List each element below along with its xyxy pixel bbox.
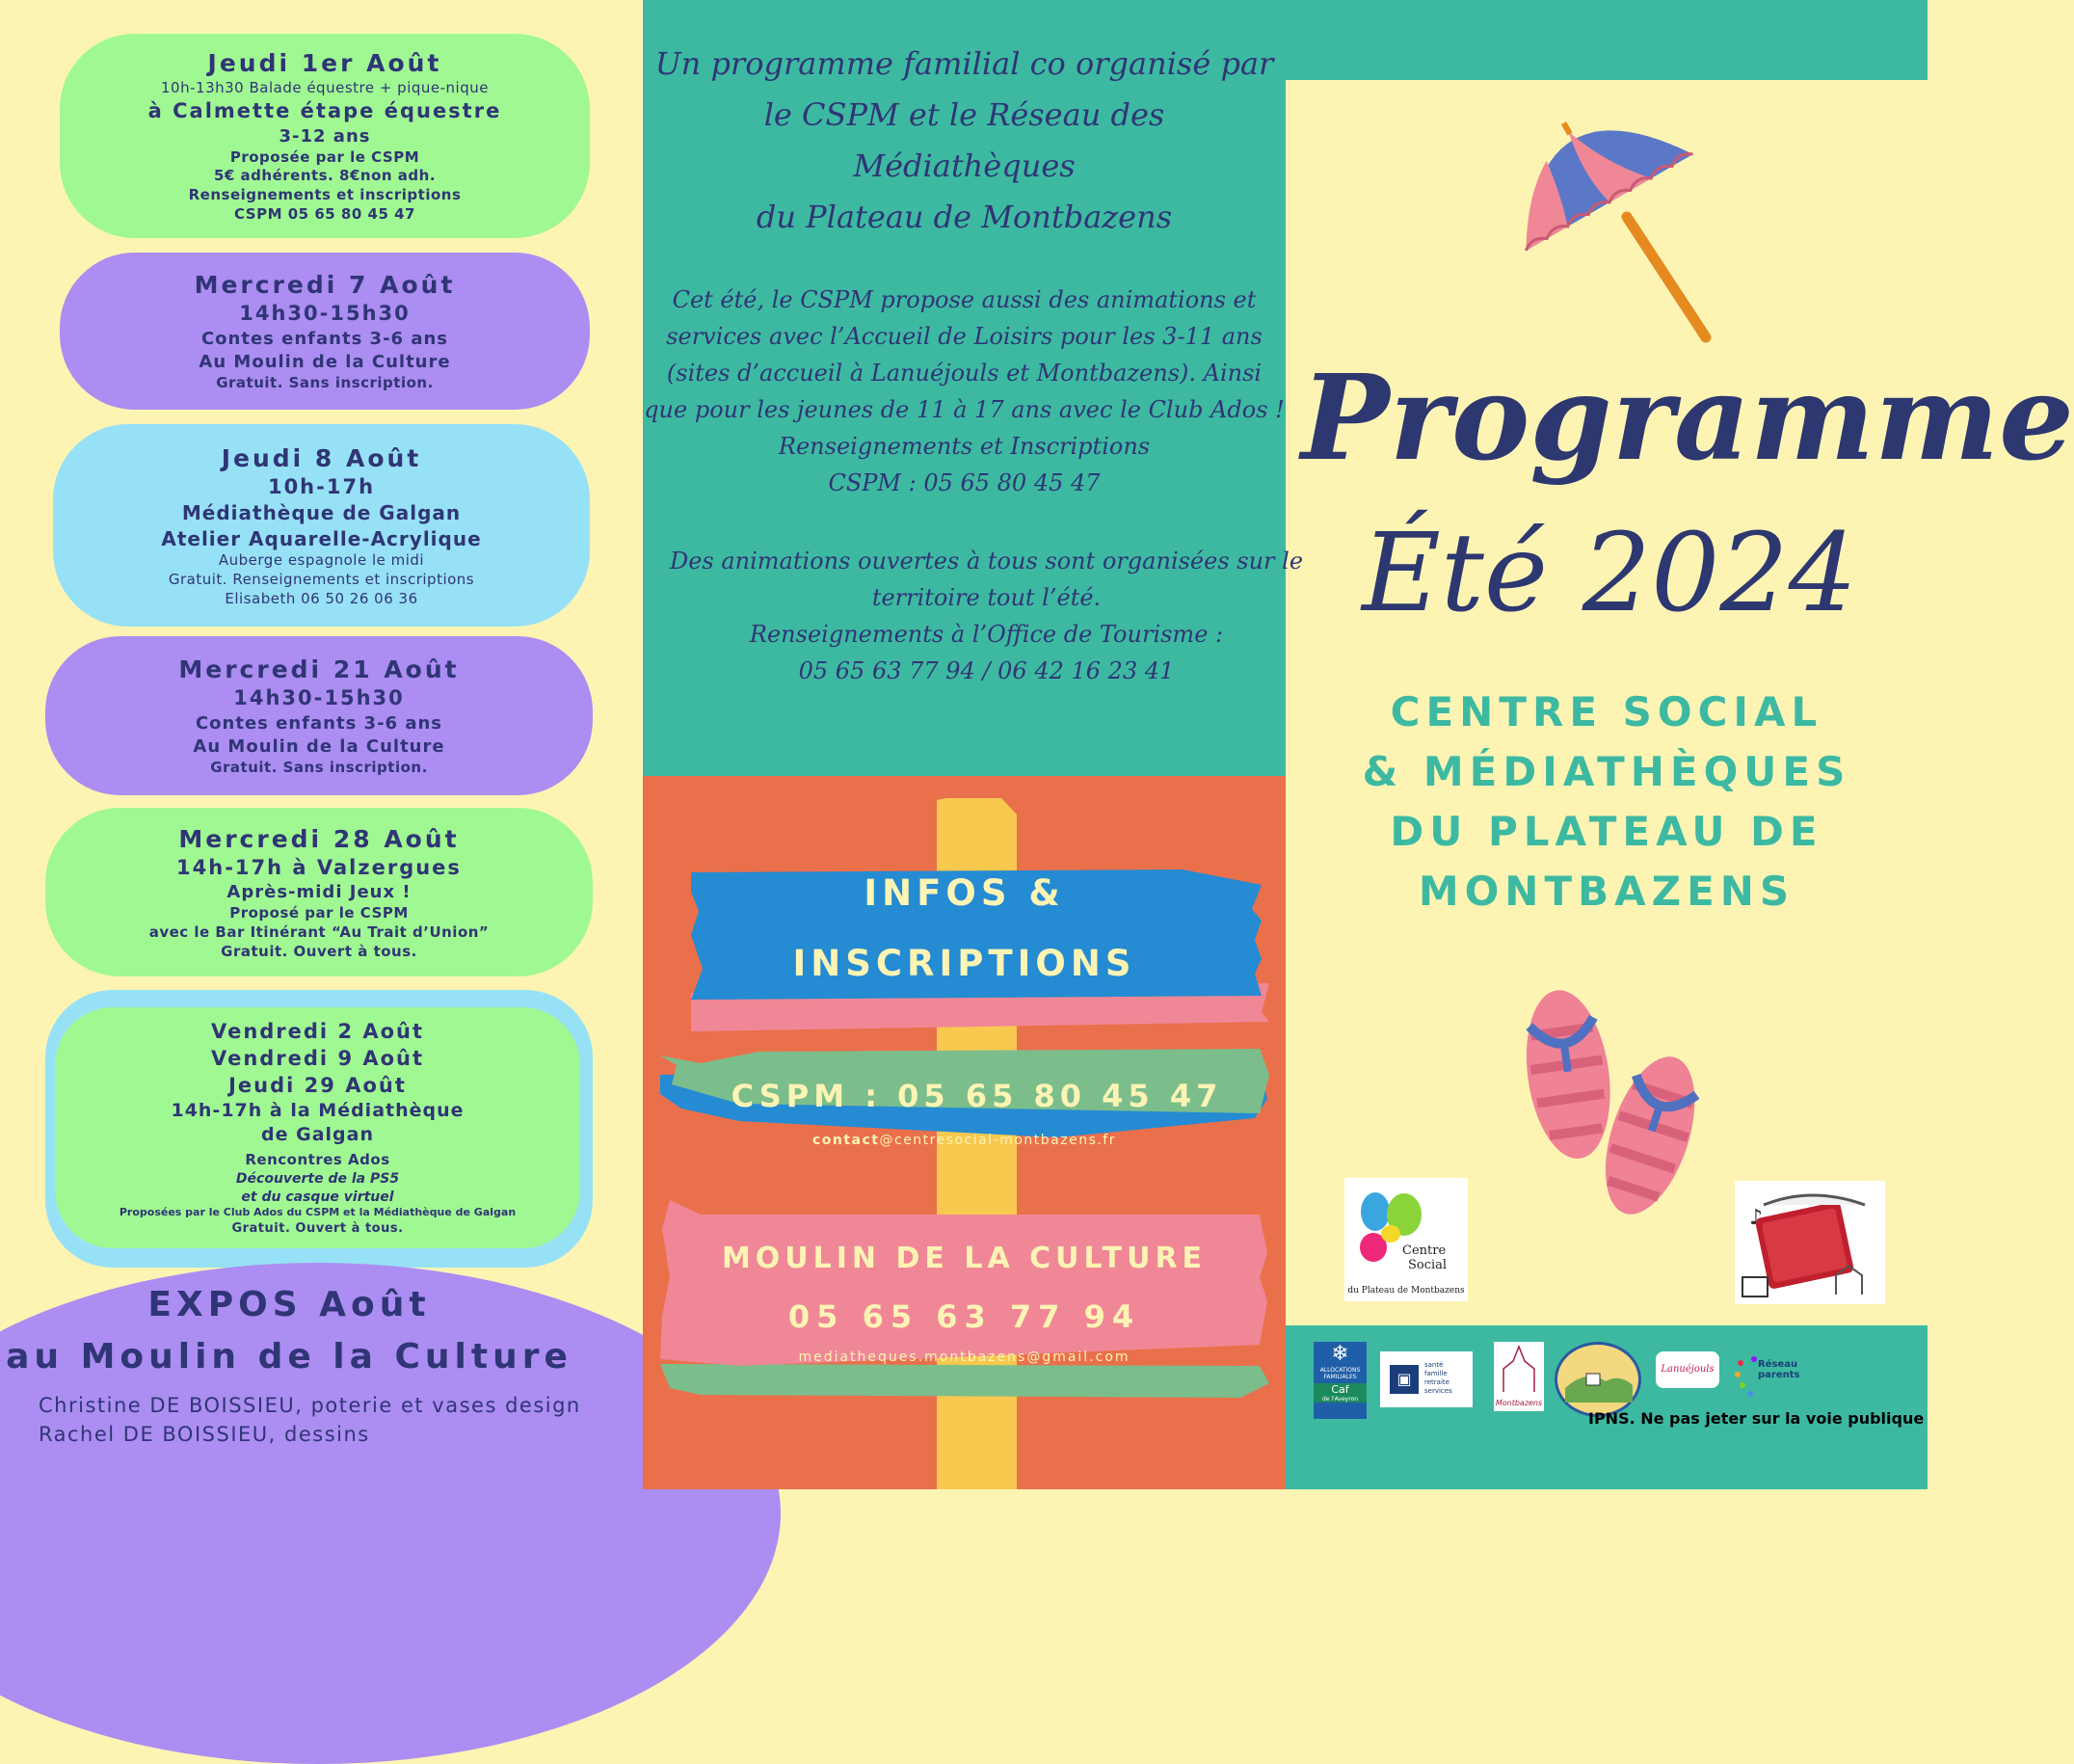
- event-time: 14h30-15h30: [239, 302, 411, 326]
- intro-line: Cet été, le CSPM propose aussi des animations et: [672, 286, 1257, 313]
- intro-line: services avec l’Accueil de Loisirs pour les 3-11 ans: [666, 323, 1263, 350]
- event-place: 14h-17h à la Médiathèque: [171, 1100, 465, 1122]
- sign-cspm-phone: CSPM : 05 65 80 45 47: [731, 1078, 1223, 1114]
- logo-text: Lanuéjouls: [1661, 1364, 1715, 1375]
- umbrella-icon: [1503, 116, 1735, 352]
- event-card-ados: [55, 1007, 580, 1248]
- event-date: Jeudi 29 Août: [228, 1073, 407, 1097]
- event-info: Renseignements et inscriptions: [188, 186, 462, 204]
- event-place: à Calmette étape équestre: [147, 99, 502, 123]
- intro-line: que pour les jeunes de 11 à 17 ans avec le Club Ados !: [644, 396, 1285, 423]
- caf-logo: [1314, 1342, 1367, 1419]
- logo-text: ALLOCATIONS: [1319, 1367, 1361, 1374]
- event-place: 14h-17h à Valzergues: [176, 855, 462, 879]
- event-title: Contes enfants 3-6 ans: [195, 713, 443, 735]
- event-phone: CSPM 05 65 80 45 47: [234, 204, 415, 223]
- mediatheque-logo: [1735, 1181, 1885, 1304]
- logo-text: Centre: [1402, 1243, 1447, 1258]
- event-phone: Elisabeth 06 50 26 06 36: [225, 589, 418, 607]
- intro-heading-line: Médiathèques: [853, 147, 1076, 184]
- event-info: Proposée par le CSPM: [229, 147, 420, 166]
- intro-heading-line: Un programme familial co organisé par: [654, 45, 1274, 82]
- event-info: et du casque virtuel: [241, 1189, 394, 1205]
- reseau-text: [1758, 1359, 1799, 1380]
- flip-flops-icon: [1513, 974, 1706, 1224]
- intro-line: (sites d’accueil à Lanuéjouls et Montbazens). Ainsi: [666, 360, 1263, 387]
- logo-text: services: [1424, 1387, 1452, 1395]
- event-time: 10h-17h: [267, 474, 376, 498]
- event-title: Rencontres Ados: [245, 1151, 390, 1169]
- lanuejouls-logo: [1656, 1351, 1719, 1388]
- intro-line: 05 65 63 77 94 / 06 42 16 23 41: [798, 657, 1175, 684]
- event-age: 3-12 ans: [279, 125, 371, 147]
- centre-social-logo-mark: [1344, 1178, 1468, 1301]
- event-info: Gratuit. Renseignements et inscriptions: [168, 570, 475, 588]
- logo-text: Caf: [1331, 1383, 1349, 1396]
- intro-paragraph: [665, 543, 1308, 689]
- event-info: Gratuit. Sans inscription.: [216, 373, 434, 391]
- sign-infos-line2: INSCRIPTIONS: [792, 943, 1136, 984]
- intro-line: CSPM : 05 65 80 45 47: [828, 469, 1101, 496]
- logo-text: Montbazens: [1495, 1399, 1543, 1407]
- cover-org-line: & MÉDIATHÈQUES: [1362, 748, 1851, 795]
- cover-title: Programme: [1301, 348, 2074, 487]
- church-icon: [1494, 1342, 1544, 1395]
- event-info: Gratuit. Ouvert à tous.: [231, 1220, 404, 1236]
- intro-line: territoire tout l’été.: [871, 584, 1102, 611]
- sign-moulin-email[interactable]: mediatheques.montbazens@gmail.com: [798, 1350, 1130, 1365]
- cover-org-line: MONTBAZENS: [1418, 868, 1795, 915]
- event-card-aug-1: [60, 34, 590, 238]
- logo-text: santé: [1424, 1361, 1444, 1369]
- centre-social-logo: [1344, 1178, 1468, 1301]
- event-date: Mercredi 28 Août: [178, 824, 460, 853]
- cover-subtitle: Été 2024: [1362, 511, 1857, 636]
- logo-text: famille: [1424, 1370, 1448, 1377]
- event-title: Atelier Aquarelle-Acrylique: [161, 526, 482, 550]
- logo-text: FAMILIALES: [1323, 1374, 1357, 1380]
- event-place: Au Moulin de la Culture: [193, 735, 445, 757]
- intro-heading-line: du Plateau de Montbazens: [756, 199, 1173, 235]
- book-icon: [1735, 1181, 1885, 1304]
- event-price: 5€ adhérents. 8€non adh.: [213, 167, 437, 185]
- event-card-aug-8: [53, 424, 590, 627]
- event-info: Découverte de la PS5: [235, 1171, 400, 1188]
- centre-social-logo-text: [1402, 1243, 1447, 1272]
- montbazens-logo: [1494, 1342, 1544, 1411]
- event-date: Jeudi 8 Août: [221, 443, 422, 472]
- event-date: Mercredi 21 Août: [178, 655, 460, 684]
- event-info: Gratuit. Ouvert à tous.: [221, 942, 417, 960]
- logo-text: de l'Aveyron: [1321, 1396, 1359, 1403]
- event-info: avec le Bar Itinérant “Au Trait d’Union”: [148, 922, 490, 941]
- intro-paragraph: [643, 281, 1286, 501]
- msa-logo: [1380, 1351, 1473, 1407]
- caf-snowflake-icon: ❄: [1331, 1342, 1349, 1366]
- event-date: Vendredi 2 Août: [210, 1020, 425, 1044]
- ipns-notice: IPNS. Ne pas jeter sur la voie publique: [1588, 1409, 1925, 1428]
- expos-artist: Christine DE BOISSIEU, poterie et vases design: [39, 1394, 581, 1417]
- event-time: 10h-13h30 Balade équestre + pique-nique: [161, 79, 489, 97]
- logo-text: parents: [1758, 1370, 1800, 1380]
- sign-infos-line1: INFOS &: [864, 872, 1065, 914]
- expos-title: EXPOS Août: [147, 1285, 431, 1324]
- event-date: Mercredi 7 Août: [194, 271, 456, 300]
- event-date: Jeudi 1er Août: [207, 49, 442, 78]
- sign-moulin-phone: 05 65 63 77 94: [787, 1298, 1141, 1335]
- cover-org-line: CENTRE SOCIAL: [1390, 688, 1823, 735]
- event-place: Au Moulin de la Culture: [199, 351, 451, 372]
- logo-text: retraite: [1424, 1378, 1449, 1386]
- communaute-communes-logo: [1555, 1342, 1641, 1417]
- event-date: Vendredi 9 Août: [210, 1046, 425, 1070]
- intro-line: Renseignements et Inscriptions: [778, 433, 1151, 460]
- reseau-parents-logo: [1733, 1351, 1810, 1404]
- right-top-band: [1286, 0, 1928, 80]
- email-domain: @centresocial-montbazens.fr: [879, 1133, 1116, 1148]
- sign-moulin-title: MOULIN DE LA CULTURE: [721, 1242, 1208, 1275]
- landscape-icon: [1557, 1345, 1638, 1414]
- msa-text: [1424, 1361, 1452, 1396]
- event-card-aug-28: [45, 808, 593, 976]
- logo-text: Social: [1408, 1258, 1448, 1272]
- intro-heading-line: le CSPM et le Réseau des: [763, 96, 1165, 133]
- event-title: Après-midi Jeux !: [226, 882, 412, 903]
- svg-text:♪: ♪: [1749, 1206, 1764, 1230]
- sign-cspm-email[interactable]: [643, 1133, 1286, 1148]
- expos-subtitle: au Moulin de la Culture: [6, 1337, 572, 1376]
- expos-artist: Rachel DE BOISSIEU, dessins: [39, 1423, 370, 1446]
- event-place: Médiathèque de Galgan: [181, 501, 462, 525]
- logo-text: Réseau: [1758, 1359, 1798, 1370]
- logo-text: du Plateau de Montbazens: [1347, 1286, 1465, 1296]
- event-card-aug-7: [60, 253, 590, 410]
- event-info: Proposé par le CSPM: [229, 904, 409, 922]
- intro-heading: [643, 39, 1286, 243]
- intro-line: Des animations ouvertes à tous sont organisées sur le: [669, 548, 1304, 575]
- event-place: de Galgan: [261, 1124, 374, 1146]
- event-time: 14h30-15h30: [233, 686, 405, 710]
- event-info: Proposées par le Club Ados du CSPM et la Médiathèque de Galgan: [119, 1206, 517, 1219]
- email-user: contact: [811, 1133, 880, 1148]
- cover-org-line: DU PLATEAU DE: [1390, 808, 1823, 855]
- msa-icon: ▣: [1390, 1365, 1419, 1394]
- event-card-aug-21: [45, 636, 593, 795]
- event-title: Contes enfants 3-6 ans: [200, 329, 449, 350]
- event-info: Gratuit. Sans inscription.: [210, 758, 428, 776]
- intro-line: Renseignements à l’Office de Tourisme :: [749, 621, 1224, 648]
- event-info: Auberge espagnole le midi: [218, 551, 425, 570]
